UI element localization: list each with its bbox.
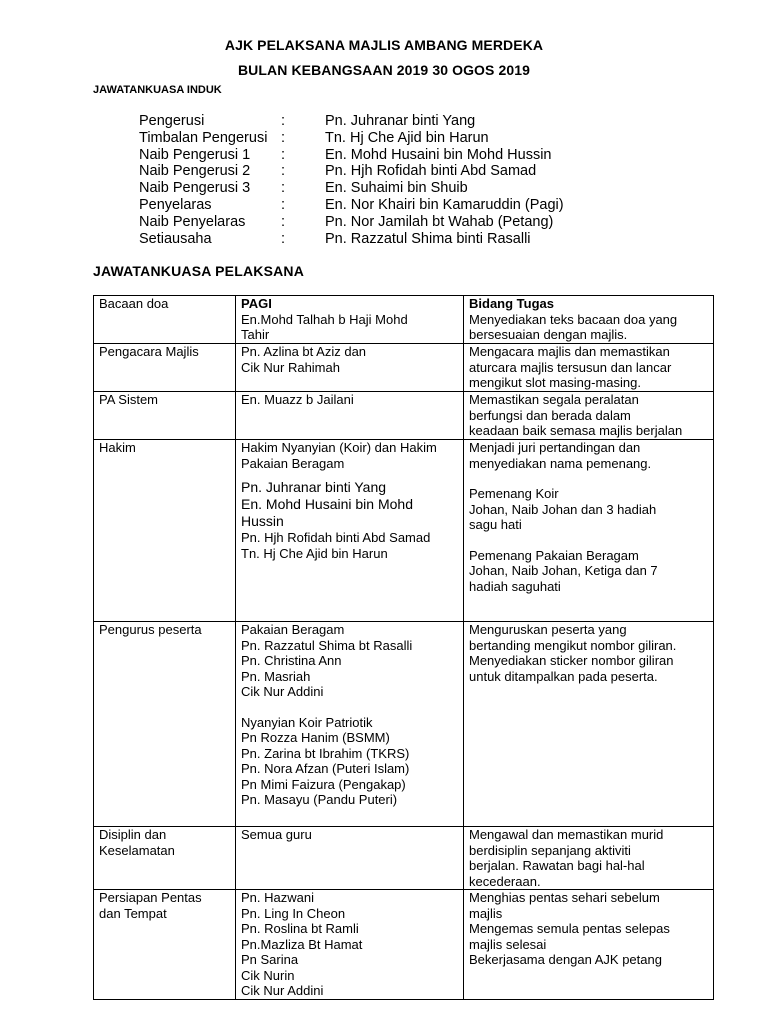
document-subtitle: BULAN KEBANGSAAN 2019 30 OGOS 2019 bbox=[237, 62, 531, 78]
cell-text-line: Menghias pentas sehari sebelum bbox=[469, 890, 660, 905]
cell-text-line: Pemenang Koir bbox=[469, 486, 559, 501]
pagi-cell bbox=[236, 827, 464, 890]
committee-role: Penyelaras bbox=[139, 196, 212, 213]
duty-header: Bidang Tugas bbox=[469, 296, 554, 311]
committee-colon: : bbox=[281, 196, 286, 213]
committee-role: Naib Pengerusi 2 bbox=[139, 163, 251, 180]
cell-text-line: Disiplin dan bbox=[99, 827, 167, 842]
cell-text-line: En. Muazz b Jailani bbox=[241, 392, 354, 407]
committee-colon: : bbox=[281, 163, 286, 180]
cell-text-line: mengikut slot masing-masing. bbox=[469, 375, 641, 390]
cell-text-line: hadiah saguhati bbox=[469, 578, 561, 594]
committee-colon: : bbox=[281, 113, 286, 129]
pagi-cell bbox=[236, 344, 464, 392]
induk-heading: JAWATANKUASA INDUK bbox=[93, 84, 222, 96]
cell-text-line: Pn. Juhranar binti Yang bbox=[241, 479, 387, 495]
cell-text-line: Cik Nur Addini bbox=[241, 684, 324, 699]
committee-role: Setiausaha bbox=[139, 230, 212, 247]
role-cell bbox=[94, 890, 236, 1000]
committee-role: Naib Pengerusi 1 bbox=[139, 146, 251, 163]
committee-name: Pn. Juhranar binti Yang bbox=[325, 113, 476, 129]
cell-text-line: Hakim Nyanyian (Koir) dan Hakim bbox=[241, 440, 437, 455]
cell-text-line: Johan, Naib Johan dan 3 hadiah bbox=[469, 501, 657, 517]
cell-text-line: Semua guru bbox=[241, 827, 312, 842]
duty-table bbox=[93, 295, 714, 1000]
cell-text-line: berdisiplin sepanjang aktiviti bbox=[469, 842, 631, 858]
cell-text-line: bersesuaian dengan majlis. bbox=[469, 327, 628, 342]
cell-text-line: sagu hati bbox=[469, 517, 522, 532]
spacer bbox=[469, 533, 708, 548]
cell-text-line: majlis selesai bbox=[469, 936, 547, 952]
role-cell bbox=[94, 622, 236, 827]
table-row bbox=[94, 827, 714, 890]
cell-text-line: berfungsi dan berada dalam bbox=[469, 407, 631, 423]
cell-text-line: Pn. Hazwani bbox=[241, 890, 314, 905]
committee-member-row bbox=[139, 163, 564, 180]
committee-member-row bbox=[139, 130, 564, 147]
cell-text-line: Pengurus peserta bbox=[99, 622, 202, 637]
duty-cell bbox=[464, 392, 714, 440]
cell-text-line: Tn. Hj Che Ajid bin Harun bbox=[241, 545, 388, 561]
main-committee-list bbox=[139, 113, 564, 247]
committee-colon: : bbox=[281, 146, 286, 163]
duty-cell bbox=[464, 890, 714, 1000]
cell-text-line: Menyediakan sticker nombor giliran bbox=[469, 653, 674, 668]
cell-text-line: Pn. Razzatul Shima bt Rasalli bbox=[241, 637, 413, 653]
committee-member-row bbox=[139, 113, 564, 130]
cell-text-line: Pn. Masriah bbox=[241, 668, 311, 684]
cell-text-line: Bekerjasama dengan AJK petang bbox=[469, 952, 662, 967]
cell-text-line: En. Mohd Husaini bin Mohd bbox=[241, 496, 413, 512]
pagi-cell bbox=[236, 622, 464, 827]
table-row bbox=[94, 392, 714, 440]
committee-name: Tn. Hj Che Ajid bin Harun bbox=[325, 129, 489, 146]
committee-name: En. Mohd Husaini bin Mohd Hussin bbox=[325, 146, 552, 163]
cell-text-line: Menyediakan teks bacaan doa yang bbox=[469, 311, 678, 327]
cell-text-line: Pn Sarina bbox=[241, 952, 299, 967]
committee-name: Pn. Hjh Rofidah binti Abd Samad bbox=[325, 163, 537, 180]
committee-member-row bbox=[139, 197, 564, 214]
committee-role: Naib Penyelaras bbox=[139, 213, 246, 230]
cell-text-line: Bacaan doa bbox=[99, 296, 169, 311]
cell-text-line: untuk ditampalkan pada peserta. bbox=[469, 668, 658, 684]
pagi-cell bbox=[236, 440, 464, 622]
cell-text-line: Pakaian Beragam bbox=[241, 455, 345, 471]
cell-text-line: Pn Mimi Faizura (Pengakap) bbox=[241, 776, 406, 792]
committee-member-row bbox=[139, 214, 564, 231]
cell-text-line: Mengawal dan memastikan murid bbox=[469, 827, 664, 842]
spacer bbox=[469, 471, 708, 486]
document-title: AJK PELAKSANA MAJLIS AMBANG MERDEKA bbox=[224, 37, 544, 53]
duty-cell bbox=[464, 344, 714, 392]
cell-text-line: Pakaian Beragam bbox=[241, 622, 345, 637]
cell-text-line: kecederaan. bbox=[469, 873, 541, 889]
cell-text-line: Cik Nur Addini bbox=[241, 983, 324, 998]
cell-text-line: bertanding mengikut nombor giliran. bbox=[469, 637, 677, 653]
committee-name: Pn. Nor Jamilah bt Wahab (Petang) bbox=[325, 213, 554, 230]
cell-text-line: Pn. Nora Afzan (Puteri Islam) bbox=[241, 761, 410, 776]
pelaksana-heading: JAWATANKUASA PELAKSANA bbox=[93, 263, 305, 279]
cell-text-line: Cik Nurin bbox=[241, 967, 295, 983]
duty-cell bbox=[464, 296, 714, 344]
table-row bbox=[94, 440, 714, 622]
spacer bbox=[241, 471, 458, 479]
cell-text-line: Pn Rozza Hanim (BSMM) bbox=[241, 730, 390, 745]
role-cell bbox=[94, 344, 236, 392]
pagi-cell bbox=[236, 890, 464, 1000]
cell-text-line: menyediakan nama pemenang. bbox=[469, 455, 652, 471]
cell-text-line: Hussin bbox=[241, 513, 284, 529]
cell-text-line: Pn. Christina Ann bbox=[241, 653, 342, 668]
role-cell bbox=[94, 296, 236, 344]
cell-text-line: Pn. Azlina bt Aziz dan bbox=[241, 344, 367, 359]
cell-text-line: Pemenang Pakaian Beragam bbox=[469, 547, 639, 563]
table-row bbox=[94, 344, 714, 392]
committee-colon: : bbox=[281, 129, 286, 146]
cell-text-line: Mengacara majlis dan memastikan bbox=[469, 344, 670, 359]
pagi-header: PAGI bbox=[241, 296, 272, 311]
role-cell bbox=[94, 392, 236, 440]
table-row bbox=[94, 296, 714, 344]
table-row bbox=[94, 622, 714, 827]
cell-text-line: Mengemas semula pentas selepas bbox=[469, 921, 670, 936]
committee-colon: : bbox=[281, 213, 286, 230]
duty-cell bbox=[464, 440, 714, 622]
pagi-cell bbox=[236, 392, 464, 440]
duty-cell bbox=[464, 827, 714, 890]
committee-colon: : bbox=[281, 180, 286, 197]
spacer bbox=[241, 700, 458, 715]
committee-role: Pengerusi bbox=[139, 113, 205, 129]
committee-colon: : bbox=[281, 230, 286, 247]
cell-text-line: Tahir bbox=[241, 327, 270, 342]
table-row bbox=[94, 890, 714, 1000]
cell-text-line: Cik Nur Rahimah bbox=[241, 359, 340, 375]
role-cell bbox=[94, 827, 236, 890]
cell-text-line: Keselamatan bbox=[99, 842, 175, 858]
cell-text-line: keadaan baik semasa majlis berjalan bbox=[469, 423, 683, 438]
cell-text-line: Nyanyian Koir Patriotik bbox=[241, 714, 373, 730]
cell-text-line: Menjadi juri pertandingan dan bbox=[469, 440, 641, 455]
committee-role: Naib Pengerusi 3 bbox=[139, 180, 251, 197]
cell-text-line: Hakim bbox=[99, 440, 136, 455]
role-cell bbox=[94, 440, 236, 622]
committee-member-row bbox=[139, 147, 564, 164]
cell-text-line: aturcara majlis tersusun dan lancar bbox=[469, 359, 672, 375]
cell-text-line: Johan, Naib Johan, Ketiga dan 7 bbox=[469, 563, 658, 578]
cell-text-line: Pn.Mazliza Bt Hamat bbox=[241, 936, 363, 952]
pagi-cell bbox=[236, 296, 464, 344]
cell-text-line: Memastikan segala peralatan bbox=[469, 392, 639, 407]
committee-member-row bbox=[139, 180, 564, 197]
cell-text-line: majlis bbox=[469, 905, 503, 921]
cell-text-line: Pn. Roslina bt Ramli bbox=[241, 921, 359, 936]
committee-member-row bbox=[139, 231, 564, 248]
committee-name: Pn. Razzatul Shima binti Rasalli bbox=[325, 230, 531, 247]
cell-text-line: Pn. Hjh Rofidah binti Abd Samad bbox=[241, 530, 431, 545]
cell-text-line: dan Tempat bbox=[99, 905, 167, 921]
committee-name: En. Suhaimi bin Shuib bbox=[325, 180, 468, 197]
cell-text-line: PA Sistem bbox=[99, 392, 159, 407]
cell-text-line: Menguruskan peserta yang bbox=[469, 622, 627, 637]
cell-text-line: berjalan. Rawatan bagi hal-hal bbox=[469, 858, 645, 873]
cell-text-line: Pn. Masayu (Pandu Puteri) bbox=[241, 792, 398, 807]
cell-text-line: Pengacara Majlis bbox=[99, 344, 199, 359]
cell-text-line: Pn. Zarina bt Ibrahim (TKRS) bbox=[241, 745, 410, 761]
cell-text-line: Persiapan Pentas bbox=[99, 890, 202, 905]
cell-text-line: En.Mohd Talhah b Haji Mohd bbox=[241, 311, 408, 327]
committee-role: Timbalan Pengerusi bbox=[139, 129, 268, 146]
cell-text-line: Pn. Ling In Cheon bbox=[241, 905, 346, 921]
committee-name: En. Nor Khairi bin Kamaruddin (Pagi) bbox=[325, 196, 564, 213]
duty-cell bbox=[464, 622, 714, 827]
